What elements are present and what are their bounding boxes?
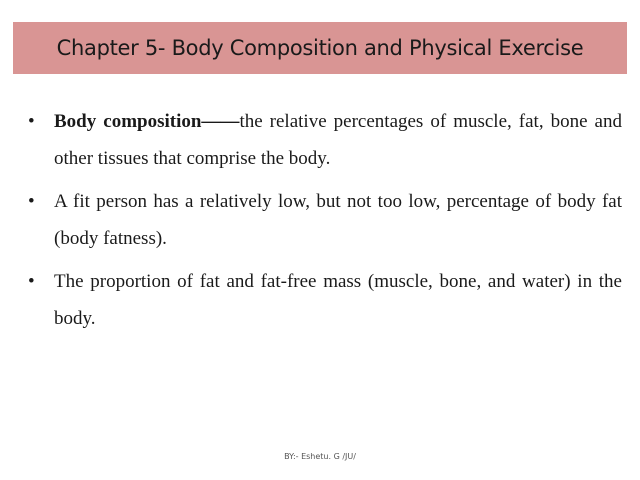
bullet-icon: •: [28, 111, 35, 132]
bullet-icon: •: [28, 271, 35, 292]
bullet-text: the relative percentages of muscle, fat, bone and other tissues that comprise the body.: [54, 111, 622, 169]
slide-footer: BY:- Eshetu. G /JU/: [284, 452, 356, 461]
bullet-item-body-composition: [28, 103, 622, 177]
bullet-icon: •: [28, 191, 35, 212]
bullet-item-fit-person: [28, 183, 622, 257]
bullet-text: A fit person has a relatively low, but not too low, percentage of body fat (body fatness).: [54, 191, 622, 249]
bullet-item-proportion: [28, 263, 622, 337]
slide-title: Chapter 5- Body Composition and Physical Exercise: [56, 36, 584, 60]
bullet-list: [28, 103, 622, 343]
title-bar: [13, 22, 627, 74]
bullet-term: Body composition——: [54, 111, 240, 132]
bullet-text: The proportion of fat and fat-free mass (muscle, bone, and water) in the body.: [54, 271, 622, 329]
